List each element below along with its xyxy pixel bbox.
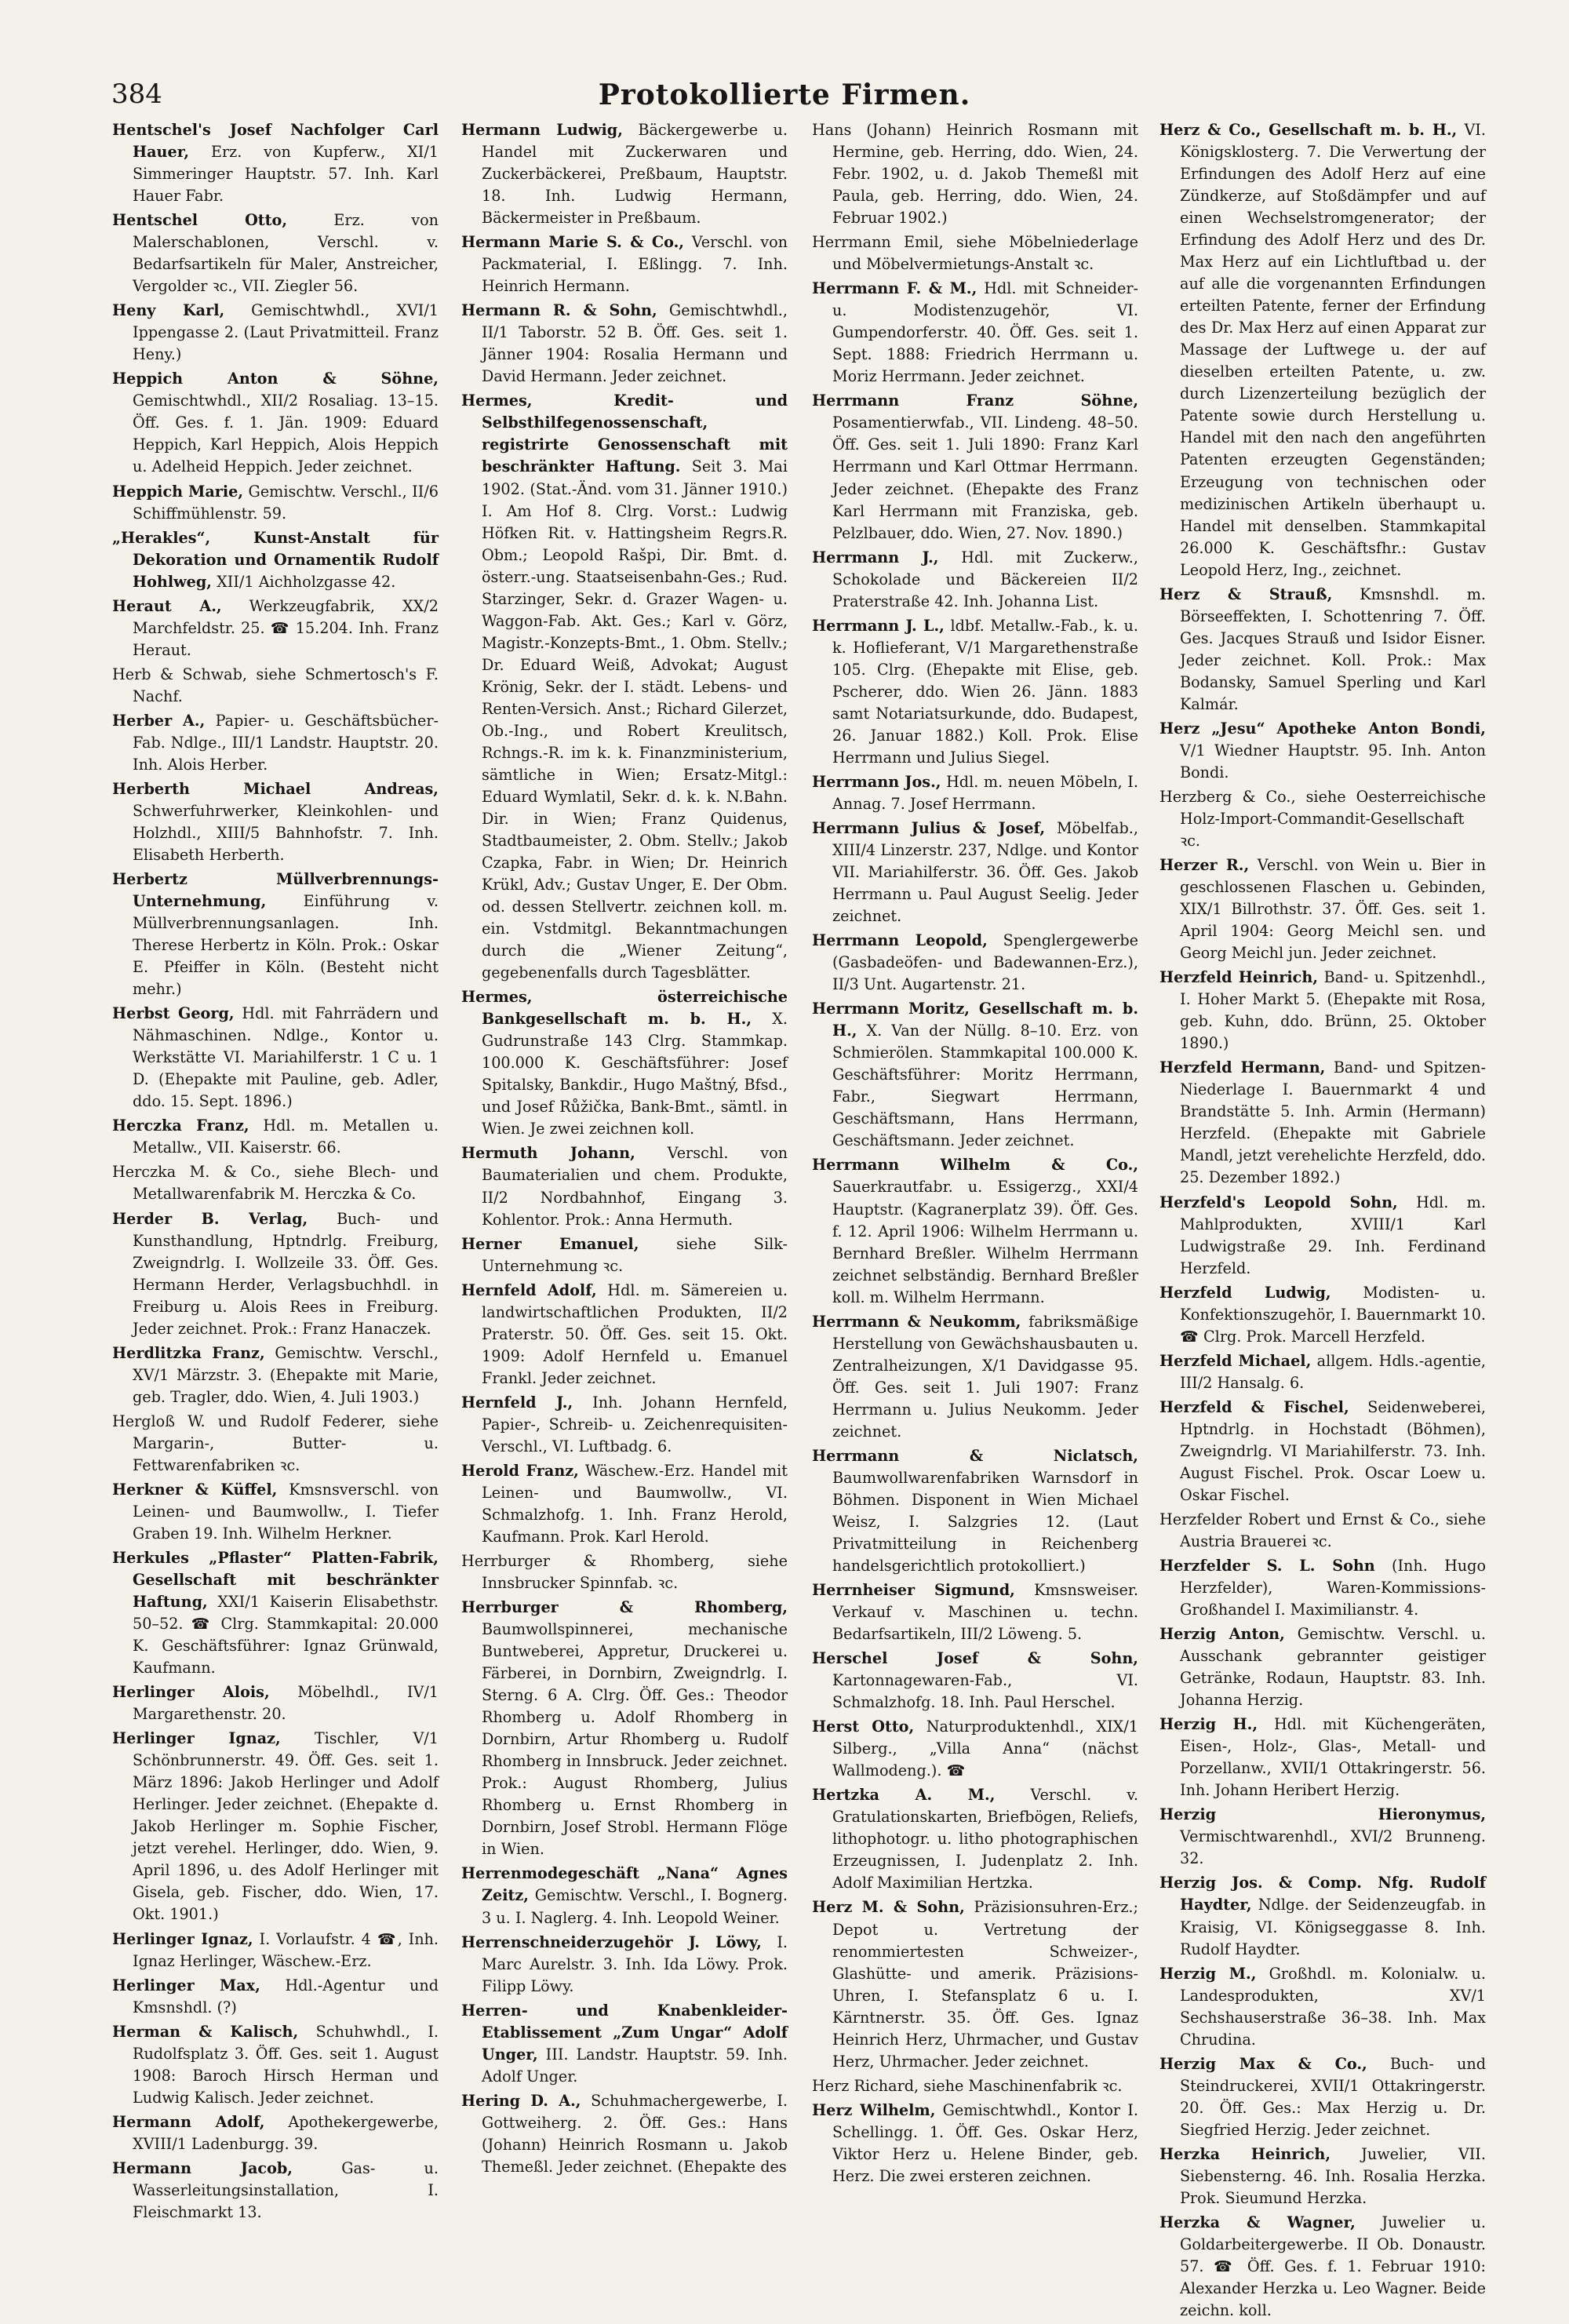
directory-entry — [112, 596, 439, 661]
directory-entry — [461, 119, 788, 229]
directory-entry — [461, 1460, 788, 1548]
firm-details: Hdl.-Agentur und Kmsnshdl. (?) — [133, 1976, 439, 2016]
directory-entry — [112, 119, 439, 207]
firm-details: Verschl. v. Gratulationskarten, Briefbögen, Reliefs, lithophotogr. u. litho photographischen Erzeugnissen, I. Judenplatz 2. Inh. Adolf Maximilian Hertzka. — [832, 1786, 1138, 1892]
firm-name: Herrmann J. L., — [812, 616, 945, 635]
firm-name: „Herakles“, Kunst-Anstalt für Dekoration und Ornamentik Rudolf Hohlweg, — [112, 528, 439, 591]
firm-name: Herlinger Alois, — [112, 1683, 270, 1702]
firm-details: III. Landstr. Hauptstr. 59. Inh. Adolf Unger. — [482, 2045, 788, 2085]
directory-entry — [112, 1728, 439, 1925]
firm-details: Bäckergewerbe u. Handel mit Zuckerwaren und Zuckerbäckerei, Preßbaum, Hauptstr. 18. Inh. Ludwig Hermann, Bäckermeister in Preßbaum. — [482, 121, 788, 228]
firm-details: Wäschew.-Erz. Handel mit Leinen- und Baumwollw., VI. Schmalzhofg. 1. Inh. Franz Herold, Kaufmann. Prok. Karl Herold. — [482, 1461, 788, 1546]
directory-entry — [812, 547, 1138, 613]
directory-entry — [112, 1547, 439, 1679]
firm-name: Herlinger Ignaz, — [112, 1929, 253, 1948]
firm-details: Erz. von Malerschablonen, Verschl. v. Bedarfsartikeln für Maler, Anstreicher, Vergolder ꝛc., VII. Ziegler 56. — [133, 211, 439, 296]
firm-details: Band- u. Spitzenhdl., I. Hoher Markt 5. (Ehepakte mit Rosa, geb. Kuhn, ddo. Brünn, 25. Oktober 1890.) — [1180, 968, 1486, 1053]
directory-entry — [461, 1233, 788, 1277]
firm-details: Großhdl. m. Kolonialw. u. Landesprodukten, XV/1 Sechshauserstraße 36–38. Inh. Max Chrudina. — [1180, 1964, 1486, 2049]
directory-entry — [1159, 1282, 1486, 1348]
firm-details: Buch- und Kunsthandlung, Hptndrlg. Freiburg, Zweigndrlg. I. Wollzeile 33. Öff. Ges. Hermann Herder, Verlagsbuchhdl. in Freiburg u. Alois Rees in Freiburg. Jeder zeichnet. Prok.: Franz Hanaczek. — [133, 1209, 439, 1338]
directory-entry — [461, 1550, 788, 1594]
firm-name: Herz & Co., Gesellschaft m. b. H., — [1159, 121, 1458, 139]
directory-entry — [1159, 967, 1486, 1055]
firm-name: Herzfeld Ludwig, — [1159, 1283, 1331, 1302]
firm-name: Herrnheiser Sigmund, — [812, 1581, 1015, 1600]
firm-details: Band- und Spitzen-Niederlage I. Bauernmarkt 4 und Brandstätte 5. Inh. Armin (Hermann) Herzfeld. (Ehepakte mit Gabriele Mandl, jetzt verehelichte Herzfeld, ddo. 25. Dezember 1892.) — [1180, 1058, 1486, 1187]
firm-name: Herrmann J., — [812, 548, 939, 566]
firm-name: Hermann Marie S. & Co., — [461, 233, 684, 252]
firm-name: Hernfeld Adolf, — [461, 1280, 597, 1299]
directory-entry — [1159, 119, 1486, 581]
firm-details: Vermischtwarenhdl., XVI/2 Brunneng. 32. — [1180, 1827, 1486, 1868]
firm-name: Herzig Hieronymus, — [1159, 1805, 1486, 1824]
firm-name: Herzig Max & Co., — [1159, 2054, 1367, 2073]
firm-details: Inh. Johann Hernfeld, Papier-, Schreib- u. Zeichenrequisiten-Verschl., VI. Luftbadg. 6. — [482, 1393, 788, 1455]
firm-details: X. Van der Nüllg. 8–10. Erz. von Schmierölen. Stammkapital 100.000 K. Geschäftsführer: Moritz Herrmann, Fabr., Siegwart Herrmann, Geschäftsmann, Hans Herrmann, Geschäftsmann. Jeder zeichnet. — [832, 1022, 1138, 1150]
directory-entry — [461, 1142, 788, 1230]
firm-details: I. Vorlaufstr. 4 ☎, Inh. Ignaz Herlinger, Wäschew.-Erz. — [133, 1929, 439, 1970]
firm-details: Baumwollwarenfabriken Warnsdorf in Böhmen. Disponent in Wien Michael Weisz, I. Salzgries 12. (Laut Privatmitteilung in Reichenberg handelsgerichtlich protokolliert.) — [832, 1468, 1138, 1575]
directory-entry — [1159, 1555, 1486, 1621]
firm-details: Herczka M. & Co., siehe Blech- und Metallwarenfabrik M. Herczka & Co. — [112, 1163, 439, 1204]
firm-name: Herst Otto, — [812, 1718, 915, 1736]
firm-name: Herrmann Jos., — [812, 772, 941, 791]
directory-entry — [1159, 1192, 1486, 1280]
firm-name: Hentschel's Josef Nachfolger Carl Hauer, — [112, 121, 439, 162]
firm-details: Gemischtwhdl., XVI/1 Ippengasse 2. (Laut Privatmitteil. Franz Heny.) — [133, 301, 439, 364]
directory-entry — [812, 2100, 1138, 2187]
firm-details: Modisten- u. Konfektionszugehör, I. Bauernmarkt 10. ☎ Clrg. Prok. Marcell Herzfeld. — [1180, 1283, 1487, 1346]
firm-name: Herzig Jos. & Comp. Nfg. Rudolf Haydter, — [1159, 1874, 1486, 1914]
firm-details: Sauerkrautfabr. u. Essigerzg., XXI/4 Hauptstr. (Kagranerplatz 39). Öff. Ges. f. 12. April 1906: Wilhelm Herrmann u. Bernhard Breßler. Wilhelm Herrmann zeichnet selbständig. Bernhard Breßler koll. m. Wilhelm Herrmann. — [832, 1178, 1138, 1306]
firm-name: Herber A., — [112, 711, 206, 730]
directory-entry — [112, 1342, 439, 1408]
firm-details: XXI/1 Kaiserin Elisabethstr. 50–52. ☎ Clrg. Stammkapital: 20.000 K. Geschäftsführer: Ignaz Grünwald, Kaufmann. — [133, 1593, 439, 1677]
directory-entry — [1159, 786, 1486, 852]
firm-name: Herzig Anton, — [1159, 1625, 1285, 1644]
firm-details: Schuhmachergewerbe, I. Gottweiherg. 2. Öff. Ges.: Hans (Johann) Heinrich Rosmann u. Jakob Themeßl. Jeder zeichnet. (Ehepakte des — [482, 2091, 788, 2176]
directory-entry — [112, 368, 439, 478]
firm-details: Möbelhdl., IV/1 Margarethenstr. 20. — [133, 1683, 439, 1724]
firm-name: Herkner & Küffel, — [112, 1480, 278, 1499]
directory-entry — [112, 869, 439, 1000]
directory-entry — [1159, 2053, 1486, 2141]
firm-name: Herrmann Moritz, Gesellschaft m. b. H., — [812, 1000, 1138, 1040]
directory-entry — [112, 481, 439, 525]
firm-name: Herlinger Max, — [112, 1976, 260, 1994]
directory-entry — [112, 1003, 439, 1113]
firm-details: I. Marc Aurelstr. 3. Inh. Ida Löwy. Prok. Filipp Löwy. — [482, 1932, 788, 1995]
directory-entry — [1159, 584, 1486, 716]
firm-name: Hermann Ludwig, — [461, 121, 623, 139]
directory-entry — [461, 1597, 788, 1860]
firm-details: Gemischtwhdl., XII/2 Rosaliag. 13–15. Öff. Ges. f. 1. Jän. 1909: Eduard Heppich, Karl Heppich, Alois Heppich u. Adelheid Heppich. Jeder zeichnet. — [133, 392, 439, 476]
directory-entry — [1159, 1872, 1486, 1960]
firm-details: V/1 Wiedner Hauptstr. 95. Inh. Anton Bondi. — [1180, 741, 1486, 781]
firm-details: VI. Königsklosterg. 7. Die Verwertung der Erfindungen des Adolf Herz auf eine Zündkerze, auf Stoßdämpfer und auf einen Wechselstromgenerator; der Erfindung des Adolf Herz und des Dr. Max Herz auf ein Lichtluftbad u. der auf alle die vorgenannten Erfindungen erteilten Patente, ferner der Erfindung des Dr. Max Herz auf einen Apparat zur Massage der Luftwege u. der auf dieselben erteilten Patente, u. zw. durch Lizenzerteilung bezüglich der Patente sowie durch Herstellung u. Handel mit den nach den angeführten Patenten erzeugten Gegenständen; Erzeugung von technischen oder medizinischen Artikeln überhaupt u. Handel mit denselben. Stammkapital 26.000 K. Geschäftsfhr.: Gustav Leopold Herz, Ing., zeichnet. — [1180, 121, 1486, 579]
firm-name: Hering D. A., — [461, 2091, 581, 2110]
firm-details: Naturproduktenhdl., XIX/1 Silberg., „Villa Anna“ (nächst Wallmodeng.). ☎ — [832, 1718, 1138, 1780]
firm-details: Herz Richard, siehe Maschinenfabrik ꝛc. — [812, 2076, 1123, 2095]
directory-entry — [461, 2000, 788, 2088]
firm-details: Verschl. von Wein u. Bier in geschlossenen Flaschen u. Gebinden, XIX/1 Billrothstr. 37. Öff. Ges. seit 1. April 1904: Georg Meichl sen. und Georg Meichl jun. Jeder zeichnet. — [1180, 856, 1486, 963]
firm-name: Herder B. Verlag, — [112, 1209, 308, 1228]
firm-name: Herren- und Knabenkleider-Etablissement „Zum Ungar“ Adolf Unger, — [461, 2001, 788, 2064]
directory-entry — [112, 664, 439, 708]
firm-name: Hernfeld J., — [461, 1393, 573, 1412]
firm-details: Herrburger & Rhomberg, siehe Innsbrucker Spinnfab. ꝛc. — [461, 1552, 788, 1593]
firm-details: Gemischtw. Verschl., XV/1 Märzstr. 3. (Ehepakte mit Marie, geb. Tragler, ddo. Wien, 4. Juli 1903.) — [133, 1343, 439, 1406]
firm-details: Juwelier u. Goldarbeitergewerbe. II Ob. Donaustr. 57. ☎ Öff. Ges. f. 1. Februar 1910: Alexander Herzka u. Leo Wagner. Beide zeichn. koll. — [1180, 2213, 1487, 2320]
column-3 — [812, 119, 1138, 2190]
firm-details: allgem. Hdls.-agentie, III/2 Hansalg. 6. — [1180, 1351, 1486, 1392]
firm-details: (Inh. Hugo Herzfelder), Waren-Kommissions-Großhandel I. Maximilianstr. 4. — [1180, 1557, 1486, 1619]
firm-name: Herzfeld's Leopold Sohn, — [1159, 1193, 1398, 1211]
firm-details: Juwelier, VII. Siebensterng. 46. Inh. Rosalia Herzka. Prok. Sieumund Herzka. — [1180, 2144, 1486, 2207]
firm-name: Herzig M., — [1159, 1964, 1257, 1983]
firm-details: Verschl. von Packmaterial, I. Eßlingg. 7. Inh. Heinrich Hermann. — [482, 233, 788, 296]
directory-entry — [112, 2021, 439, 2109]
firm-name: Hermann Jacob, — [112, 2158, 293, 2177]
firm-details: Kmsnshdl. m. Börseeffekten, I. Schottenring 7. Öff. Ges. Jacques Strauß und Isidor Eisner. Jeder zeichnet. Koll. Prok.: Max Bodansky, Samuel Sperling und Karl Kalmár. — [1180, 585, 1486, 713]
column-2 — [461, 119, 788, 2180]
firm-name: Hermuth Johann, — [461, 1144, 635, 1163]
firm-details: fabriksmäßige Herstellung von Gewächshausbauten u. Zentralheizungen, X/1 Davidgasse 95. Öff. Ges. seit 1. Juli 1907: Franz Herrmann u. Julius Neukomm. Jeder zeichnet. — [832, 1312, 1138, 1441]
firm-details: Spenglergewerbe (Gasbadeöfen- und Badewannen-Erz.), II/3 Unt. Augartenstr. 21. — [832, 931, 1138, 994]
directory-entry — [112, 1975, 439, 2019]
firm-name: Herrmann Wilhelm & Co., — [812, 1156, 1138, 1175]
firm-name: Herbertz Müllverbrennungs-Unternehmung, — [112, 870, 439, 911]
column-1 — [112, 119, 439, 2226]
firm-details: XII/1 Aichholzgasse 42. — [217, 572, 396, 591]
directory-entry — [112, 300, 439, 366]
directory-entry — [112, 2158, 439, 2224]
directory-entry — [461, 1863, 788, 1929]
directory-entry — [461, 986, 788, 1140]
firm-name: Hertzka A. M., — [812, 1786, 996, 1805]
firm-name: Hermann R. & Sohn, — [461, 301, 657, 320]
firm-details: Werkzeugfabrik, XX/2 Marchfeldstr. 25. ☎ 15.204. Inh. Franz Heraut. — [133, 596, 439, 659]
directory-entry — [1159, 1350, 1486, 1394]
firm-name: Herzka Heinrich, — [1159, 2144, 1331, 2163]
directory-entry — [812, 231, 1138, 275]
firm-name: Heraut A., — [112, 596, 222, 615]
directory-entry — [812, 998, 1138, 1152]
firm-details: Gas- u. Wasserleitungsinstallation, I. Fleischmarkt 13. — [133, 2158, 439, 2221]
firm-details: Hdl. m. Mahlprodukten, XVIII/1 Karl Ludwigstraße 29. Inh. Ferdinand Herzfeld. — [1180, 1193, 1486, 1277]
firm-details: Schuhwhdl., I. Rudolfsplatz 3. Öff. Ges. seit 1. August 1908: Baroch Hirsch Herman und Ludwig Kalisch. Jeder zeichnet. — [133, 2022, 439, 2107]
firm-name: Herrmann Julius & Josef, — [812, 818, 1045, 837]
firm-details: Tischler, V/1 Schönbrunnerstr. 49. Öff. Ges. seit 1. März 1896: Jakob Herlinger und Adolf Herlinger. Jeder zeichnet. (Ehepakte d. Jakob Herlinger m. Sophie Fischer, jetzt verehel. Herlinger, ddo. Wien, 9. April 1896, u. des Adolf Herlinger mit Gisela, geb. Fischer, ddo. Wien, 17. Okt. 1901.) — [133, 1729, 439, 1924]
firm-details: X. Gudrunstraße 143 Clrg. Stammkap. 100.000 K. Geschäftsführer: Josef Spitalsky, Bankdir., Hugo Maštný, Bfsd., und Josef Růžička, Bank-Bmt., sämtl. in Wien. Je zwei zeichnen koll. — [482, 1010, 788, 1138]
firm-name: Herrburger & Rhomberg, — [461, 1598, 788, 1617]
directory-entry — [1159, 1623, 1486, 1711]
firm-details: Gemischtw. Verschl., II/6 Schiffmühlenstr. 59. — [133, 482, 439, 523]
firm-details: Seidenweberei, Hptndrlg. in Hochstadt (Böhmen), Zweigndrlg. VI Mariahilferstr. 73. Inh. August Fischel. Prok. Oscar Loew u. Oskar Fischel. — [1180, 1397, 1486, 1504]
directory-entry — [112, 2111, 439, 2155]
firm-details: Präzisionsuhren-Erz.; Depot u. Vertretung der renommiertesten Schweizer-, Glashütte- und amerik. Präzisions-Uhren, I. Stefansplatz 6 u. I. Kärntnerstr. 35. Öff. Ges. Ignaz Heinrich Herz, Uhrmacher, und Gustav Herz, Uhrmacher. Jeder zeichnet. — [832, 1898, 1138, 2071]
directory-entry — [112, 1161, 439, 1205]
directory-entry — [461, 300, 788, 388]
firm-name: Herkules „Pflaster“ Platten-Fabrik, Gesellschaft mit beschränkter Haftung, — [112, 1548, 439, 1612]
firm-name: Herrmann F. & M., — [812, 279, 977, 298]
directory-entry — [112, 1929, 439, 1972]
firm-name: Hentschel Otto, — [112, 211, 287, 230]
directory-entry — [812, 771, 1138, 815]
directory-entry — [1159, 1397, 1486, 1506]
firm-name: Herz M. & Sohn, — [812, 1898, 965, 1917]
firm-details: Herzfelder Robert und Ernst & Co., siehe Austria Brauerei ꝛc. — [1159, 1510, 1486, 1550]
firm-details: Ndlge. der Seidenzeugfab. in Kraisig, VI. Königseggasse 8. Inh. Rudolf Haydter. — [1180, 1896, 1486, 1958]
firm-name: Herrmann Leopold, — [812, 931, 988, 950]
firm-name: Herrenschneiderzugehör J. Löwy, — [461, 1932, 762, 1951]
firm-details: Hdl. mit Küchengeräten, Eisen-, Holz-, Glas-, Metall- und Porzellanw., XVII/1 Ottakringerstr. 56. Inh. Johann Heribert Herzig. — [1180, 1715, 1486, 1800]
directory-entry — [461, 1392, 788, 1458]
firm-name: Herzer R., — [1159, 856, 1250, 875]
firm-details: Gemischtwhdl., Kontor I. Schellingg. 1. Öff. Ges. Oskar Herz, Viktor Herz u. Helene Binder, geb. Herz. Die zwei ersteren zeichnen. — [832, 2100, 1138, 2185]
firm-details: Kmsnsweiser. Verkauf v. Maschinen u. techn. Bedarfsartikeln, III/2 Löweng. 5. — [832, 1581, 1138, 1644]
directory-entry — [812, 1784, 1138, 1894]
directory-entry — [812, 1579, 1138, 1645]
directory-entry — [112, 209, 439, 297]
directory-entry — [112, 778, 439, 866]
directory-entry — [812, 1311, 1138, 1443]
firm-details: Apothekergewerbe, XVIII/1 Ladenburgg. 39. — [133, 2112, 439, 2153]
directory-entry — [812, 2075, 1138, 2097]
running-title: Protokollierte Firmen. — [598, 78, 971, 111]
directory-entry — [1159, 1804, 1486, 1870]
directory-entry — [812, 818, 1138, 927]
firm-name: Herzfeld Heinrich, — [1159, 968, 1318, 987]
directory-entry — [112, 1681, 439, 1725]
directory-entry — [812, 278, 1138, 388]
firm-details: ldbf. Metallw.-Fab., k. u. k. Hoflieferant, V/1 Margarethenstraße 105. Clrg. (Ehepakte mit Elise, geb. Pscherer, ddo. Wien 26. Jänn. 1883 samt Notariatsurkunde, ddo. Budapest, 26. Januar 1882.) Koll. Prok. Elise Herrmann und Julius Siegel. — [832, 616, 1138, 767]
firm-name: Hermann Adolf, — [112, 2112, 265, 2131]
directory-entry — [112, 1115, 439, 1159]
firm-details: Baumwollspinnerei, mechanische Buntweberei, Appretur, Druckerei u. Färberei, in Dornbirn, Zweigndrlg. I. Sterng. 6 A. Clrg. Öff. Ges.: Theodor Rhomberg u. Adolf Rhomberg in Dornbirn, Artur Rhomberg u. Rudolf Rhomberg in Innsbruck. Jeder zeichnet. Prok.: August Rhomberg, Julius Rhomberg u. Ernst Rhomberg in Dornbirn, Josef Strobl. Hermann Flöge in Wien. — [482, 1620, 788, 1859]
directory-entry — [112, 527, 439, 593]
directory-entry — [812, 1648, 1138, 1714]
firm-name: Herschel Josef & Sohn, — [812, 1649, 1138, 1668]
firm-name: Heppich Anton & Söhne, — [112, 370, 439, 388]
firm-name: Herbst Georg, — [112, 1004, 235, 1023]
firm-details: Einführung v. Müllverbrennungsanlagen. Inh. Therese Herbertz in Köln. Prok.: Oskar E. Pfeiffer in Köln. (Besteht nicht mehr.) — [133, 892, 439, 999]
firm-details: Hdl. m. Sämereien u. landwirtschaftlichen Produkten, II/2 Praterstr. 50. Öff. Ges. seit 15. Okt. 1909: Adolf Hernfeld u. Emanuel Frankl. Jeder zeichnet. — [482, 1280, 788, 1387]
firm-name: Herzfeld Michael, — [1159, 1351, 1312, 1370]
firm-details: Möbelfab., XIII/4 Linzerstr. 237, Ndlge. und Kontor VII. Mariahilferstr. 36. Öff. Ges. Jakob Herrmann u. Paul August Seelig. Jeder zeichnet. — [832, 818, 1138, 926]
firm-details: Hdl. mit Zuckerw., Schokolade und Bäckereien II/2 Praterstraße 42. Inh. Johanna List. — [832, 548, 1138, 610]
firm-name: Herz „Jesu“ Apotheke Anton Bondi, — [1159, 719, 1486, 738]
directory-entry — [461, 231, 788, 297]
firm-name: Herrmann & Niclatsch, — [812, 1446, 1138, 1465]
firm-details: Schwerfuhrwerker, Kleinkohlen- und Holzhdl., XIII/5 Bahnhofstr. 7. Inh. Elisabeth Herberth. — [133, 801, 439, 864]
firm-details: Papier- u. Geschäftsbücher-Fab. Ndlge., III/1 Landstr. Hauptstr. 20. Inh. Alois Herber. — [133, 711, 439, 774]
directory-entry — [112, 1411, 439, 1477]
firm-details: Gemischtw. Verschl., I. Bognerg. 3 u. I. Naglerg. 4. Inh. Leopold Weiner. — [482, 1886, 788, 1927]
firm-name: Herlinger Ignaz, — [112, 1729, 281, 1748]
page-number: 384 — [111, 78, 162, 110]
firm-name: Herner Emanuel, — [461, 1234, 639, 1253]
firm-name: Herrmann Franz Söhne, — [812, 392, 1138, 410]
firm-details: Buch- und Steindruckerei, XVII/1 Ottakringerstr. 20. Öff. Ges.: Max Herzig u. Dr. Siegfried Herzig. Jeder zeichnet. — [1180, 2054, 1486, 2139]
directory-entry — [461, 2090, 788, 2178]
firm-details: Herb & Schwab, siehe Schmertosch's F. Nachf. — [112, 665, 439, 705]
directory-entry — [812, 390, 1138, 544]
firm-name: Hermes, Kredit- und Selbsthilfegenossenschaft, registrirte Genossenschaft mit beschränkter Haftung. — [461, 392, 788, 476]
directory-entry — [112, 1479, 439, 1545]
firm-name: Herczka Franz, — [112, 1116, 249, 1135]
directory-entry — [112, 1208, 439, 1340]
directory-entry — [812, 1445, 1138, 1577]
firm-name: Herzig H., — [1159, 1715, 1258, 1734]
directory-entry — [112, 710, 439, 776]
firm-details: Hdl. mit Fahrrädern und Nähmaschinen. Ndlge., Kontor u. Werkstätte VI. Mariahilferstr. 1 C u. 1 D. (Ehepakte mit Pauline, geb. Adler, ddo. 15. Sept. 1896.) — [133, 1004, 439, 1111]
firm-details: Herzberg & Co., siehe Oesterreichische Holz-Import-Commandit-Gesellschaft ꝛc. — [1159, 787, 1486, 850]
firm-details: Hans (Johann) Heinrich Rosmann mit Hermine, geb. Herring, ddo. Wien, 24. Febr. 1902, u. d. Jakob Themeßl mit Paula, geb. Herring, ddo. Wien, 24. Februar 1902.) — [812, 121, 1138, 228]
firm-name: Herrmann & Neukomm, — [812, 1312, 1021, 1331]
directory-entry — [1159, 1714, 1486, 1801]
firm-details: Gemischtwhdl., II/1 Taborstr. 52 B. Öff. Ges. seit 1. Jänner 1904: Rosalia Hermann und David Hermann. Jeder zeichnet. — [482, 301, 788, 386]
directory-entry — [461, 390, 788, 984]
directory-entry — [812, 930, 1138, 996]
directory-entry — [812, 119, 1138, 229]
firm-details: Erz. von Kupferw., XI/1 Simmeringer Hauptstr. 57. Inh. Karl Hauer Fabr. — [133, 143, 439, 206]
firm-details: siehe Silk-Unternehmung ꝛc. — [482, 1234, 788, 1275]
firm-name: Herzfeld & Fischel, — [1159, 1397, 1349, 1416]
firm-details: Kmsnsverschl. von Leinen- und Baumwollw., I. Tiefer Graben 19. Inh. Wilhelm Herkner. — [133, 1480, 439, 1543]
firm-details: Hdl. m. neuen Möbeln, I. Annag. 7. Josef Herrmann. — [832, 772, 1138, 813]
directory-entry — [812, 1154, 1138, 1308]
firm-name: Heppich Marie, — [112, 482, 244, 501]
firm-name: Hermes, österreichische Bankgesellschaft m. b. H., — [461, 988, 788, 1029]
firm-details: Gemischtw. Verschl. u. Ausschank gebrannter geistiger Getränke, Rodaun, Hauptstr. 83. Inh. Johanna Herzig. — [1180, 1625, 1486, 1710]
directory-entry — [1159, 854, 1486, 964]
directory-entry — [1159, 1057, 1486, 1189]
directory-entry — [812, 615, 1138, 769]
firm-details: Seit 3. Mai 1902. (Stat.-Änd. vom 31. Jänner 1910.) I. Am Hof 8. Clrg. Vorst.: Ludwig Höfken Rit. v. Hattingsheim Regrs.R. Obm.; Leopold Rašpi, Dir. Bmt. d. österr.-ung. Staatseisenbahn-Ges.; Rud. Starzinger, Sekr. d. Grazer Wagen- u. Waggon-Fab. Akt. Ges.; Karl v. Görz, Magistr.-Konzepts-Bmt., 1. Obm. Stellv.; Dr. Eduard Weiß, Advokat; August Krönig, Sekr. der I. städt. Lebens- und Renten-Versich. Anst.; Richard Gilerzet, Ob.-Ing., und Robert Kreulitsch, Rchngs.-R. im k. k. Finanzministerium, sämtliche in Wien; Ersatz-Mitgl.: Eduard Wymlatil, Sekr. d. k. k. N.Bahn. Dir. in Wien; Franz Quidenus, Stadtbaumeister, 2. Obm. Stellv.; Jakob Czapka, Fabr. in Wien; Dr. Heinrich Krükl, Adv.; Gustav Unger, E. Der Obm. od. dessen Stellvertr. zeichnen koll. m. ein. Vstdmitgl. Bekanntmachungen durch die „Wiener Zeitung“, gegebenenfalls durch Tagesblätter. — [482, 457, 788, 982]
firm-name: Herberth Michael Andreas, — [112, 779, 439, 798]
firm-name: Herman & Kalisch, — [112, 2022, 299, 2041]
firm-name: Heny Karl, — [112, 301, 225, 320]
firm-details: Hdl. mit Schneider- u. Modistenzugehör, VI. Gumpendorferstr. 40. Öff. Ges. seit 1. Sept. 1888: Friedrich Herrmann u. Moriz Herrmann. Jeder zeichnet. — [832, 279, 1138, 386]
directory-entry — [461, 1932, 788, 1998]
directory-entry — [1159, 1963, 1486, 2051]
firm-details: Hergloß W. und Rudolf Federer, siehe Margarin-, Butter- u. Fettwarenfabriken ꝛc. — [112, 1412, 439, 1474]
directory-entry — [461, 1280, 788, 1390]
directory-entry — [812, 1716, 1138, 1782]
column-4 — [1159, 119, 1486, 2324]
firm-name: Herrenmodegeschäft „Nana“ Agnes Zeitz, — [461, 1864, 788, 1905]
directory-entry — [812, 1896, 1138, 2072]
directory-entry — [1159, 2144, 1486, 2209]
firm-name: Herzfelder S. L. Sohn — [1159, 1557, 1375, 1575]
directory-entry — [1159, 1509, 1486, 1553]
firm-name: Herzfeld Hermann, — [1159, 1058, 1326, 1077]
firm-name: Herzka & Wagner, — [1159, 2213, 1356, 2231]
firm-details: Posamentierwfab., VII. Lindeng. 48–50. Öff. Ges. seit 1. Juli 1890: Franz Karl Herrmann und Karl Ottmar Herrmann. Jeder zeichnet. (Ehepakte des Franz Karl Herrmann mit Franziska, geb. Pelzlbauer, ddo. Wien, 27. Nov. 1890.) — [832, 413, 1138, 542]
firm-details: Herrmann Emil, siehe Möbelniederlage und Möbelvermietungs-Anstalt ꝛc. — [812, 233, 1138, 274]
directory-entry — [1159, 2212, 1486, 2322]
firm-details: Verschl. von Baumaterialien und chem. Produkte, II/2 Nordbahnhof, Eingang 3. Kohlentor. Prok.: Anna Hermuth. — [482, 1144, 788, 1229]
firm-name: Herdlitzka Franz, — [112, 1343, 265, 1362]
directory-entry — [1159, 718, 1486, 784]
firm-details: Hdl. m. Metallen u. Metallw., VII. Kaiserstr. 66. — [133, 1116, 439, 1157]
firm-name: Herz & Strauß, — [1159, 585, 1333, 603]
firm-details: Kartonnagewaren-Fab., VI. Schmalzhofg. 18. Inh. Paul Herschel. — [832, 1671, 1138, 1712]
firm-name: Herz Wilhelm, — [812, 2100, 936, 2119]
firm-name: Herold Franz, — [461, 1461, 579, 1480]
